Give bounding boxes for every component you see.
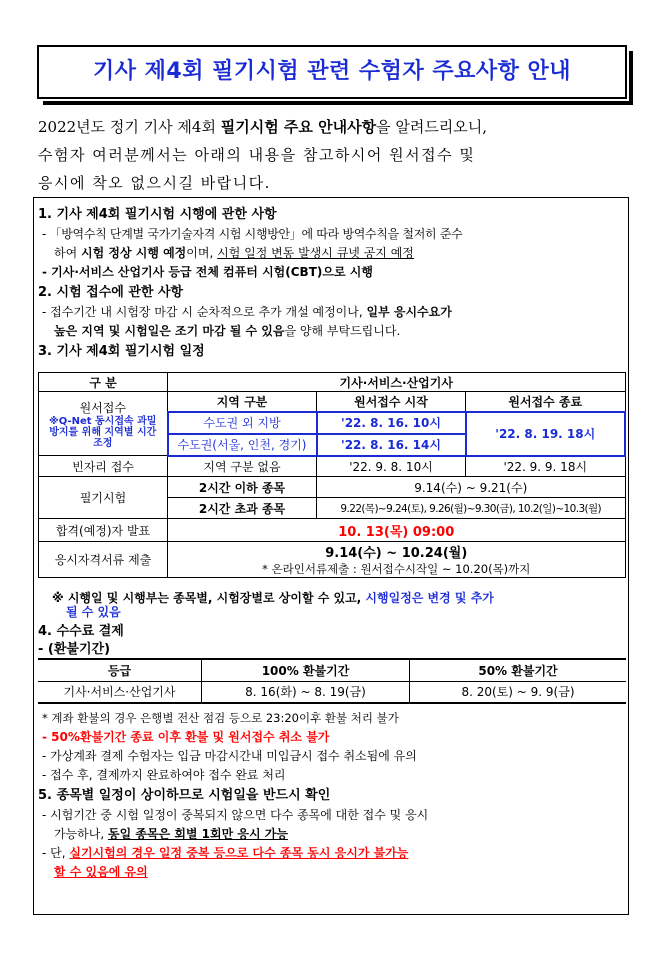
section-4-bullet-4: - 접수 후, 결제까지 완료하여야 접수 완료 처리 — [42, 768, 286, 782]
text: 하여 — [54, 246, 81, 260]
text-red: 실기시험의 경우 일정 중복 등으로 다수 종목 동시 응시가 불가능 — [69, 846, 409, 860]
documents-label: 응시자격서류 제출 — [39, 542, 168, 578]
section-1-bullet-1 — [38, 225, 623, 244]
region-provinces: 수도권 외 지방 — [168, 412, 317, 434]
section-5-bullet-2-cont: 할 수 있음에 유의 — [54, 865, 148, 879]
intro-line-2: 수험자 여러분께서는 아래의 내용을 참고하시어 원서접수 및 — [38, 146, 476, 164]
text: - 단, — [42, 846, 70, 860]
section-4-bullet-2: - 50%환불기간 종료 이후 환불 및 원서접수 취소 불가 — [42, 730, 330, 744]
section-4-bullet-3: - 가상계좌 결제 수험자는 입금 마감시간내 미입금시 접수 취소됨에 유의 — [42, 749, 417, 763]
refund-row-50: 8. 20(토) ~ 9. 9(금) — [410, 681, 627, 703]
text: 이며, — [186, 246, 218, 260]
refund-header-100: 100% 환불기간 — [202, 659, 410, 681]
schedule-note — [52, 591, 627, 619]
text: - 「방역수칙 단계별 국가기술자격 시험 시행방안」에 따라 방역수칙을 철저히 준수 — [42, 227, 463, 241]
end-registration: '22. 8. 19. 18시 — [466, 412, 626, 456]
vacancy-region: 지역 구분 없음 — [168, 456, 317, 477]
registration-note: ※Q-Net 동시접속 과밀 방지를 위해 지역별 시간 조정 — [49, 415, 157, 449]
refund-row-grade: 기사·서비스·산업기사 — [38, 681, 202, 703]
vacancy-label: 빈자리 접수 — [39, 456, 168, 477]
text-underline: 시험 일정 변동 발생시 큐넷 공지 예정 — [217, 246, 414, 260]
intro-line-3: 응시에 착오 없으시길 바랍니다. — [38, 174, 271, 192]
section-4 — [38, 621, 623, 658]
section-4-heading: 4. 수수료 결제 — [38, 624, 124, 639]
refund-header-50: 50% 환불기간 — [410, 659, 627, 681]
intro-bold: 필기시험 주요 안내사항 — [220, 118, 377, 136]
section-5-bullet-1-cont — [38, 825, 623, 844]
exam-long-dates: 9.22(목)~9.24(토), 9.26(월)~9.30(금), 10.2(일)~10.3(월) — [317, 498, 626, 519]
section-4-bullet-1: * 계좌 환불의 경우 은행별 전산 점검 등으로 23:20이후 환불 처리 불가 — [42, 711, 399, 725]
schedule-table — [38, 372, 626, 578]
documents-note: * 온라인서류제출 : 원서접수시작일 ~ 10.20(목)까지 — [262, 562, 531, 576]
table-header-grade: 기사·서비스·산업기사 — [168, 373, 626, 392]
text: 을 양해 부탁드립니다. — [284, 324, 401, 338]
region-capital: 수도권(서울, 인천, 경기) — [168, 434, 317, 456]
note-text: ※ 시행일 및 시행부는 종목별, 시험장별로 상이할 수 있고, — [52, 591, 366, 605]
text: - 접수기간 내 시험장 마감 시 순차적으로 추가 개설 예정이나, — [42, 305, 367, 319]
section-2-heading: 2. 시험 접수에 관한 사항 — [38, 285, 184, 300]
refund-row-100: 8. 16(화) ~ 8. 19(금) — [202, 681, 410, 703]
exam-short-dates: 9.14(수) ~ 9.21(수) — [317, 477, 626, 498]
section-5-bullet-1: - 시험기간 중 시험 일정이 중복되지 않으면 다수 종목에 대한 접수 및 응시 — [42, 808, 429, 822]
pass-date: 10. 13(목) 09:00 — [168, 519, 626, 542]
intro-line-1 — [38, 113, 628, 141]
refund-table — [38, 658, 626, 704]
intro-text: 을 알려드리오니, — [376, 118, 488, 136]
col-region: 지역 구분 — [168, 392, 317, 412]
exam-label: 필기시험 — [39, 477, 168, 519]
col-start: 원서접수 시작 — [317, 392, 466, 412]
text-bold-underline: 동일 종목은 회별 1회만 응시 가능 — [108, 827, 288, 841]
start-capital: '22. 8. 16. 14시 — [317, 434, 466, 456]
section-3-heading: 3. 기사 제4회 필기시험 일정 — [38, 344, 205, 359]
section-1-bullet-2: - 기사·서비스 산업기사 등급 전체 컴퓨터 시험(CBT)으로 시행 — [42, 265, 373, 279]
section-5-bullet-2 — [38, 844, 623, 863]
vacancy-start: '22. 9. 8. 10시 — [317, 456, 466, 477]
page-title: 기사 제4회 필기시험 관련 수험자 주요사항 안내 — [92, 59, 572, 84]
note-blue: 될 수 있음 — [66, 605, 121, 619]
refund-header-grade: 등급 — [38, 659, 202, 681]
documents-cell — [168, 542, 626, 578]
text-bold: 시험 정상 시행 예정 — [81, 246, 187, 260]
notice-content — [38, 204, 623, 362]
vacancy-end: '22. 9. 9. 18시 — [466, 456, 626, 477]
section-2-bullet-1-cont — [38, 322, 623, 341]
start-provinces: '22. 8. 16. 10시 — [317, 412, 466, 434]
documents-dates: 9.14(수) ~ 10.24(월) — [325, 546, 468, 561]
note-blue: 시행일정은 변경 및 추가 — [365, 591, 494, 605]
section-4-bullets — [38, 709, 623, 882]
registration-cell — [39, 392, 168, 456]
section-2-bullet-1 — [38, 303, 623, 322]
title-box — [37, 45, 627, 99]
intro-paragraph — [38, 113, 628, 197]
section-1-bullet-1-cont — [38, 244, 623, 263]
exam-short-label: 2시간 이하 종목 — [168, 477, 317, 498]
intro-text: 2022년도 정기 기사 제4회 — [38, 118, 221, 136]
section-1-heading: 1. 기사 제4회 필기시험 시행에 관한 사항 — [38, 207, 277, 222]
section-4-sub: - (환불기간) — [38, 642, 111, 657]
text-bold: 일부 응시수요가 — [366, 305, 452, 319]
text: 가능하나, — [54, 827, 108, 841]
pass-label: 합격(예정)자 발표 — [39, 519, 168, 542]
table-header-category: 구 분 — [39, 373, 168, 392]
col-end: 원서접수 종료 — [466, 392, 626, 412]
section-5-heading: 5. 종목별 일정이 상이하므로 시험일을 반드시 확인 — [38, 788, 331, 803]
registration-label: 원서접수 — [79, 400, 126, 415]
text-bold: 높은 지역 및 시험일은 조기 마감 될 수 있음 — [54, 324, 285, 338]
exam-long-label: 2시간 초과 종목 — [168, 498, 317, 519]
